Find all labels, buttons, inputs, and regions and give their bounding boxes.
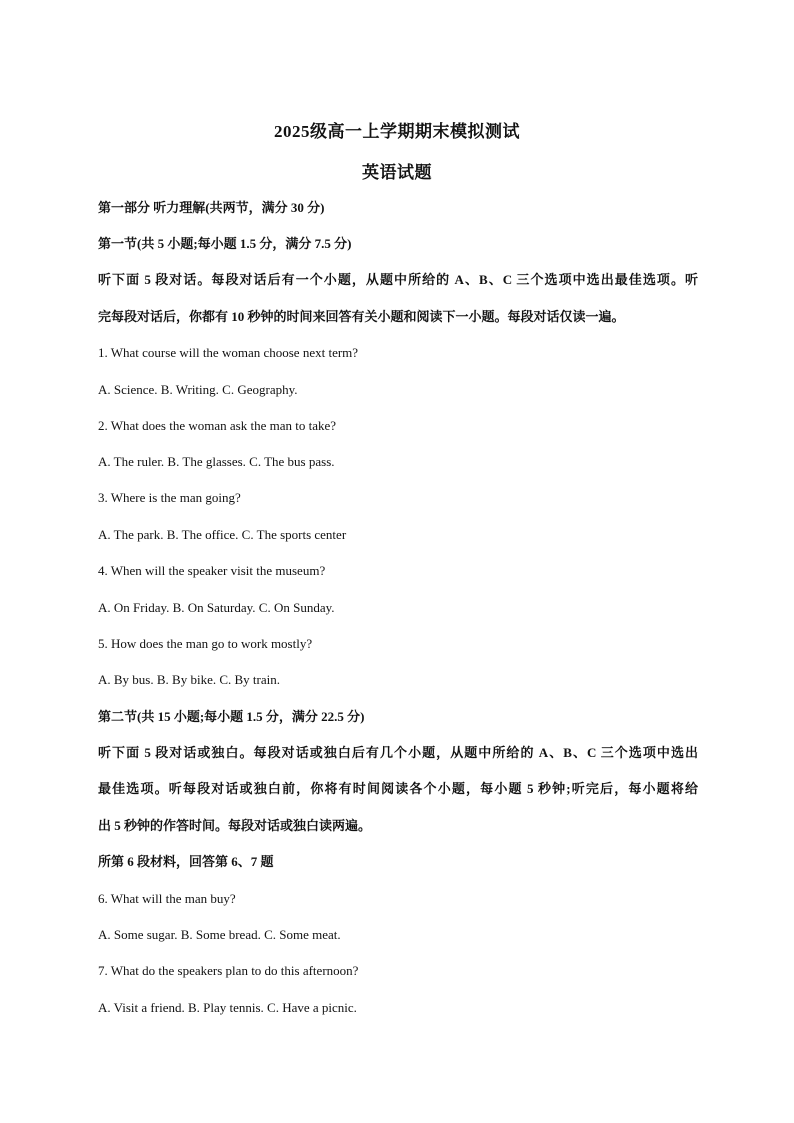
question-3-text: 3. Where is the man going?: [98, 490, 241, 505]
section1-instruction-line-2: 完每段对话后，你都有 10 秒钟的时间来回答有关小题和阅读下一小题。每段对话仅读一遍。: [98, 309, 625, 324]
section1-instruction-line-1: 听下面 5 段对话。每段对话后有一个小题，从题中所给的 A、B、C 三个选项中选出最佳选项。听: [98, 272, 698, 287]
question-2-text: 2. What does the woman ask the man to take?: [98, 418, 337, 433]
question-2-options: A. The ruler. B. The glasses. C. The bus pass.: [98, 454, 335, 469]
section2-heading: 第二节(共 15 小题;每小题 1.5 分，满分 22.5 分): [98, 709, 365, 724]
question-6-text: 6. What will the man buy?: [98, 891, 236, 906]
section2-instruction-line-1: 听下面 5 段对话或独白。每段对话或独白后有几个小题，从题中所给的 A、B、C 三个选项中选出: [98, 745, 698, 760]
question-4-text: 4. When will the speaker visit the museum?: [98, 563, 326, 578]
section2-instruction-line-2: 最佳选项。听每段对话或独白前，你将有时间阅读各个小题，每小题 5 秒钟;听完后，每小题将给: [98, 781, 698, 796]
question-5-text: 5. How does the man go to work mostly?: [98, 636, 313, 651]
exam-subtitle: 英语试题: [362, 163, 432, 182]
question-3-options: A. The park. B. The office. C. The sports center: [98, 527, 347, 542]
question-1-options: A. Science. B. Writing. C. Geography.: [98, 382, 298, 397]
group-6-heading: 所第 6 段材料，回答第 6、7 题: [98, 854, 274, 869]
section2-instruction-line-3: 出 5 秒钟的作答时间。每段对话或独白读两遍。: [98, 818, 372, 833]
question-7-text: 7. What do the speakers plan to do this afternoon?: [98, 963, 359, 978]
part1-heading: 第一部分 听力理解(共两节，满分 30 分): [98, 200, 325, 215]
question-1-text: 1. What course will the woman choose next term?: [98, 345, 359, 360]
question-4-options: A. On Friday. B. On Saturday. C. On Sunday.: [98, 600, 335, 615]
question-7-options: A. Visit a friend. B. Play tennis. C. Have a picnic.: [98, 1000, 357, 1015]
question-6-options: A. Some sugar. B. Some bread. C. Some meat.: [98, 927, 341, 942]
question-5-options: A. By bus. B. By bike. C. By train.: [98, 672, 281, 687]
exam-title: 2025级高一上学期期末模拟测试: [274, 122, 520, 141]
section1-heading: 第一节(共 5 小题;每小题 1.5 分，满分 7.5 分): [98, 236, 352, 251]
